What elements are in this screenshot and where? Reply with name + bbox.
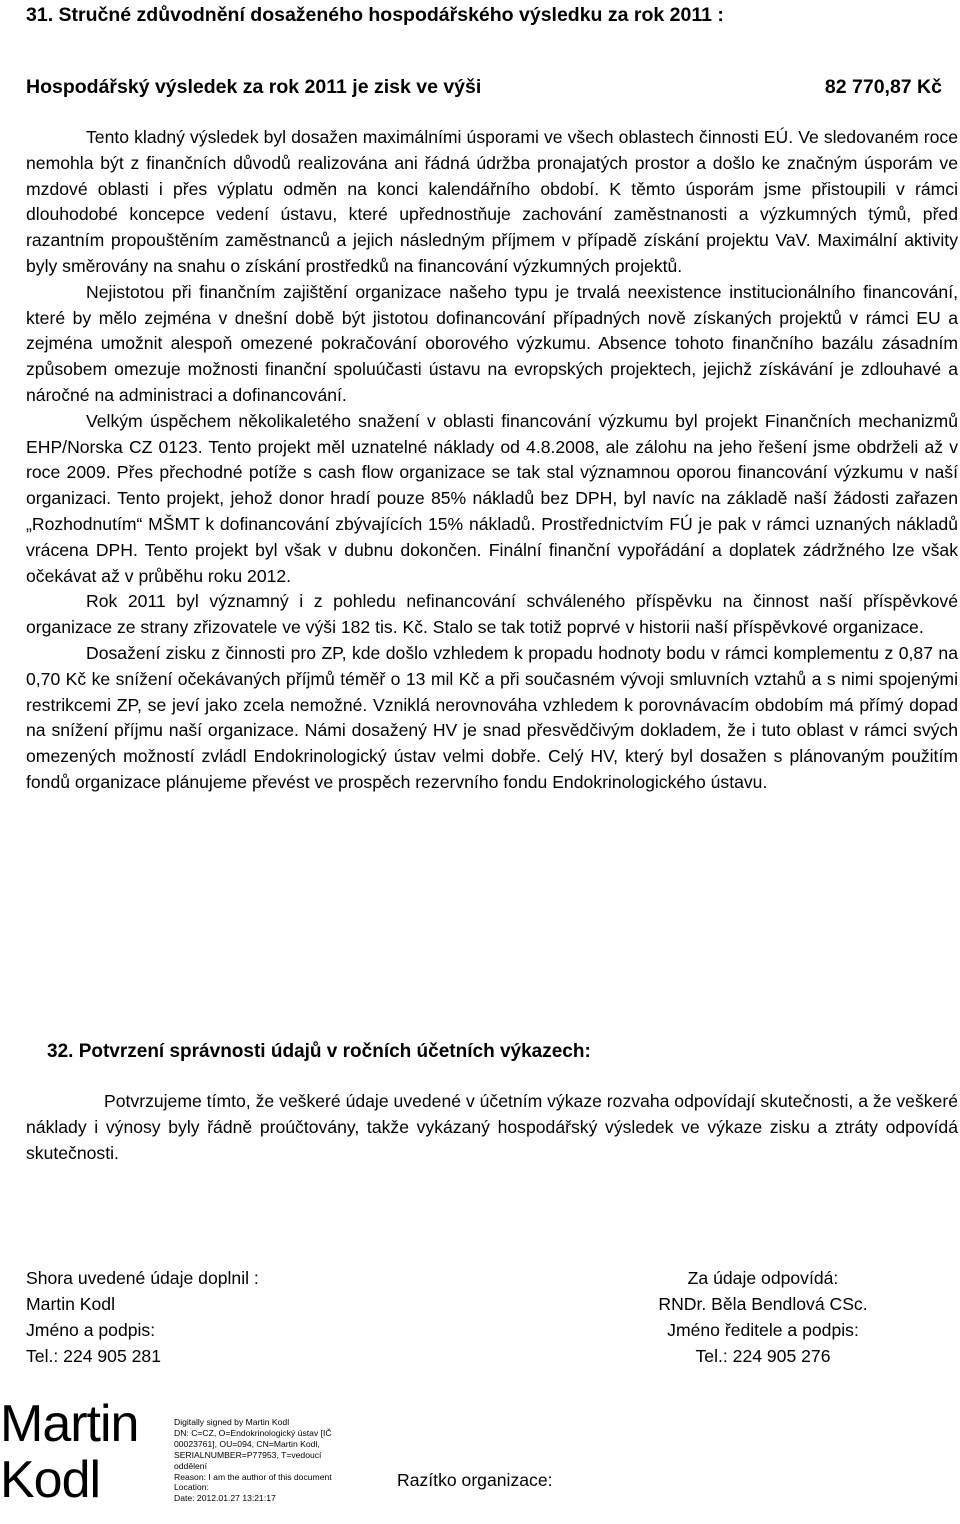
signature-line: Reason: I am the author of this document: [174, 1471, 332, 1482]
result-summary-row: [26, 74, 942, 100]
signature-line: DN: C=CZ, O=Endokrinologický ústav [IČ: [174, 1427, 332, 1438]
section-31-body: [26, 125, 958, 796]
section-31-heading: 31. Stručné zdůvodnění dosaženého hospodářského výsledku za rok 2011 :: [26, 4, 724, 26]
preparer-phone: Tel.: 224 905 281: [26, 1346, 161, 1366]
result-value: 82 770,87 Kč: [824, 76, 942, 98]
preparer-block: [26, 1265, 259, 1369]
signature-line: 00023761], OU=094, CN=Martin Kodl,: [174, 1438, 320, 1449]
preparer-label: Shora uvedené údaje doplnil :: [26, 1268, 259, 1288]
signature-line: Digitally signed by Martin Kodl: [174, 1417, 290, 1427]
paragraph: Dosažení zisku z činnosti pro ZP, kde došlo vzhledem k propadu hodnoty bodu v rámci komplementu z 0,87 na 0,70 Kč ke snížení očekávaných příjmů téměř o 13 mil Kč a při současném vývoji smluvních vztahů a s nimi spojenými restrikcemi ZP, se jeví jako zcela nemožné. Vzniklá nerovnováha vzhledem k porovnávacím obdobím má přímý dopad na snížení příjmu naší organizace. Námi dosažený HV je snad přesvědčivým dokladem, že i tuto oblast v rámci svých omezených možností zvládl Endokrinologický ústav velmi dobře. Celý HV, který byl dosažen s plánovaným použitím fondů organizace plánujeme převést ve prospěch rezervního fondu Endokrinologického ústavu.: [26, 642, 958, 792]
signature-line: Location:: [174, 1482, 209, 1493]
signature-line: SERIALNUMBER=P77953, T=vedoucí: [174, 1449, 322, 1460]
stamp-label: Razítko organizace:: [397, 1470, 553, 1490]
director-phone: Tel.: 224 905 276: [695, 1346, 831, 1366]
digital-signature-details: [174, 1417, 346, 1504]
director-name: RNDr. Běla Bendlová CSc.: [658, 1294, 868, 1314]
digital-signature-name: Martin Kodl: [0, 1395, 139, 1509]
paragraph: Nejistotou při finančním zajištění organizace našeho typu je trvalá neexistence institucionálního financování, které by mělo zejména v dnešní době být jistotou dofinancování případných nově získaných projektů v rámci EU a zejména umožnit alespoň omezené pokračování oborového výzkumu. Absence tohoto finančního bazálu zásadním způsobem omezuje možnosti finanční spoluúčasti ústavu na evropských projektech, jejichž získávání je zdlouhavé a náročné na administraci a dofinancování.: [26, 281, 958, 405]
paragraph: Velkým úspěchem několikaletého snažení v oblasti financování výzkumu byl projekt Finančních mechanizmů EHP/Norska CZ 0123. Tento projekt měl uznatelné náklady od 4.8.2008, ale zálohu na jeho řešení jsme obdrželi až v roce 2009. Přes přechodné potíže s cash flow organizace se tak stal významnou oporou financování výzkumu v naší organizaci. Tento projekt, jehož donor hradí pouze 85% nákladů bez DPH, byl navíc na základě naší žádosti zařazen „Rozhodnutím“ MŠMT k dofinancování zbývajících 15% nákladů. Prostřednictvím FÚ je pak v rámci uznaných nákladů vrácena DPH. Tento projekt byl však v dubnu dokončen. Finální finanční vypořádání a doplatek zádržného lze však očekávat až v průběhu roku 2012.: [26, 410, 958, 586]
signature-line: oddělení: [174, 1460, 207, 1471]
paragraph: Rok 2011 byl významný i z pohledu nefinancování schváleného příspěvku na činnost naší příspěvkové organizace ze strany zřizovatele ve výši 182 tis. Kč. Stalo se tak totiž poprvé v historii naší příspěvkové organizace.: [26, 591, 958, 638]
director-label: Za údaje odpovídá:: [687, 1268, 839, 1288]
paragraph: Tento kladný výsledek byl dosažen maximálními úsporami ve všech oblastech činnosti EÚ. Ve sledovaném roce nemohla být z finančních důvodů realizována ani řádná údržba pronajatých prostor a došlo ke značným úsporám ve mzdové oblasti i přes výplatu odměn na konci kalendářního období. K těmto úsporám jsme přistoupili v rámci dlouhodobé koncepce vedení ústavu, které upřednostňuje zachování zaměstnanosti a výzkumných týmů, před razantním propouštěním zaměstnanců a jejich následným příjmem v případě získání projektu VaV. Maximální aktivity byly směrovány na snahu o získání prostředků na financování výzkumných projektů.: [26, 127, 958, 276]
director-sign-label: Jméno ředitele a podpis:: [667, 1320, 859, 1340]
result-label: Hospodářský výsledek za rok 2011 je zisk ve výši: [26, 76, 482, 98]
paragraph: Potvrzujeme tímto, že veškeré údaje uvedené v účetním výkaze rozvaha odpovídají skutečnosti, a že veškeré náklady i výnosy byly řádně proúčtovány, takže vykázaný hospodářský výsledek ve výkaze zisku a ztráty odpovídá skutečnosti.: [26, 1091, 958, 1163]
preparer-sign-label: Jméno a podpis:: [26, 1320, 156, 1340]
preparer-name: Martin Kodl: [26, 1294, 115, 1314]
section-32-heading: 32. Potvrzení správnosti údajů v ročních účetních výkazech:: [47, 1041, 591, 1062]
signature-line: Date: 2012.01.27 13:21:17: [174, 1493, 276, 1504]
section-32-body: [26, 1088, 958, 1166]
director-block: [632, 1265, 894, 1369]
